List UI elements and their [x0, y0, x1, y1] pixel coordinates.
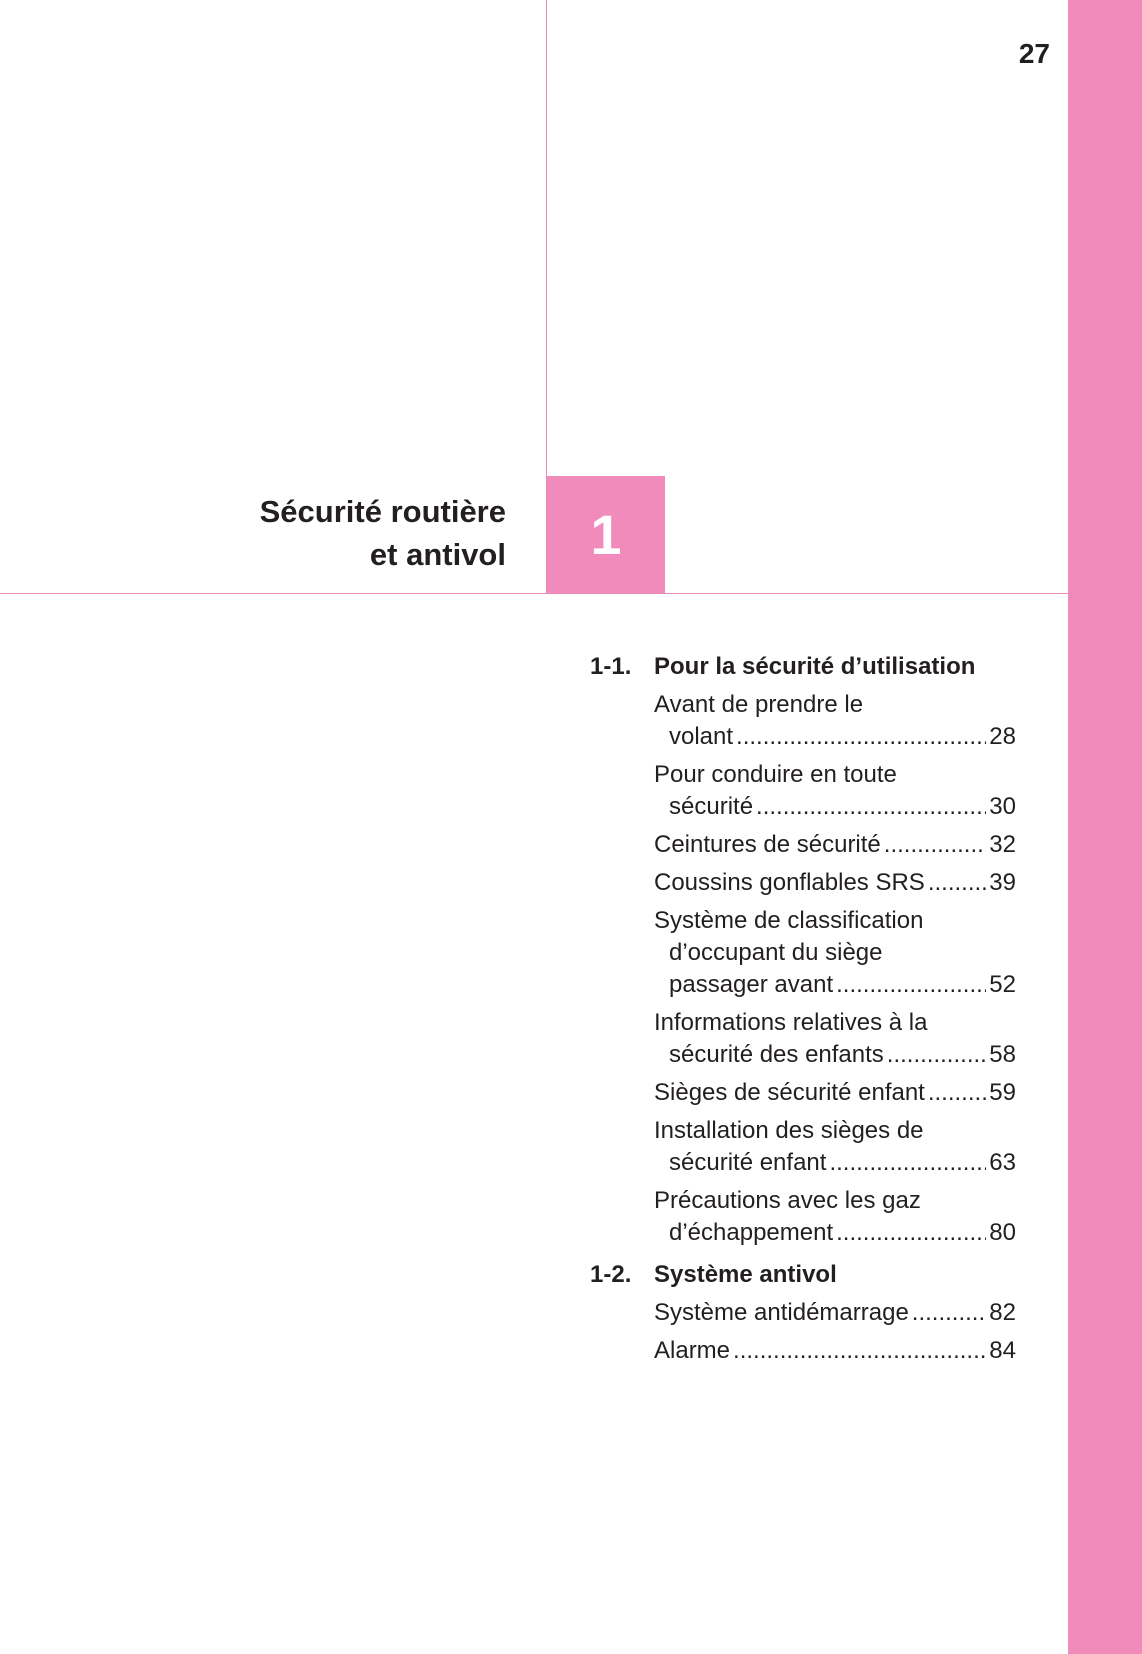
entry-page-number: 52	[989, 971, 1016, 998]
entry-title: Système antidémarrage	[654, 1299, 909, 1326]
entry-page-number: 39	[989, 869, 1016, 896]
toc-entry[interactable]	[654, 1335, 1016, 1367]
entry-leader-line	[654, 1335, 1016, 1367]
entry-title: volant	[669, 723, 734, 750]
entry-text-line: Avant de prendre le	[654, 691, 864, 718]
toc-entry[interactable]	[654, 1007, 1016, 1071]
entry-title: Sièges de sécurité enfant	[654, 1079, 925, 1106]
dot-leader	[928, 1077, 986, 1109]
entry-leader-line	[654, 969, 1016, 1001]
dot-leader	[887, 1039, 987, 1071]
toc-entry[interactable]	[654, 759, 1016, 823]
toc-entry[interactable]	[654, 1077, 1016, 1109]
entry-page-number: 32	[989, 831, 1016, 858]
dot-leader	[912, 1297, 987, 1329]
toc-entry[interactable]	[654, 1115, 1016, 1179]
entry-text-line: d’occupant du siège	[669, 939, 883, 966]
toc-entry[interactable]	[654, 689, 1016, 753]
dot-leader	[884, 829, 987, 861]
entry-leader-line	[654, 1217, 1016, 1249]
entry-title: passager avant	[669, 971, 834, 998]
entry-leader-line	[654, 1297, 1016, 1329]
dot-leader	[836, 1217, 986, 1249]
section-title: Pour la sécurité d’utilisation	[654, 653, 976, 680]
toc-entry[interactable]	[654, 1297, 1016, 1329]
dot-leader	[836, 969, 986, 1001]
entry-text-line: Pour conduire en toute	[654, 761, 897, 788]
chapter-title-line-1: Sécurité routière	[259, 494, 506, 529]
entry-leader-line	[654, 867, 1016, 899]
entry-text-line: Informations relatives à la	[654, 1009, 928, 1036]
entry-page-number: 82	[989, 1299, 1016, 1326]
dot-leader	[756, 791, 986, 823]
dot-leader	[829, 1147, 986, 1179]
entry-title: Coussins gonflables SRS	[654, 869, 925, 896]
dot-leader	[736, 721, 986, 753]
entry-page-number: 58	[989, 1041, 1016, 1068]
entry-text-line: Installation des sièges de	[654, 1117, 924, 1144]
entry-page-number: 28	[989, 723, 1016, 750]
entry-leader-line	[654, 829, 1016, 861]
entry-leader-line	[654, 721, 1016, 753]
section-number: 1-2.	[590, 1261, 632, 1288]
chapter-number: 1	[590, 503, 622, 566]
chapter-title-line-2: et antivol	[369, 537, 506, 572]
dot-leader	[733, 1335, 986, 1367]
chapter-side-tab	[1068, 0, 1142, 1654]
entry-text-line: Précautions avec les gaz	[654, 1187, 921, 1214]
toc-section-heading[interactable]	[590, 647, 1016, 687]
entry-leader-line	[654, 1039, 1016, 1071]
entry-title: Alarme	[654, 1337, 731, 1364]
entry-leader-line	[654, 1147, 1016, 1179]
entry-title: Ceintures de sécurité	[654, 831, 881, 858]
dot-leader	[928, 867, 986, 899]
entry-text-line: Système de classification	[654, 907, 924, 934]
horizontal-divider	[0, 593, 1068, 594]
page-number: 27	[1018, 38, 1050, 69]
entry-leader-line	[654, 791, 1016, 823]
entry-title: d’échappement	[669, 1219, 834, 1246]
entry-page-number: 63	[989, 1149, 1016, 1176]
entry-title: sécurité des enfants	[669, 1041, 884, 1068]
toc-entry[interactable]	[654, 905, 1016, 1001]
entry-page-number: 30	[989, 793, 1016, 820]
entry-page-number: 84	[989, 1337, 1016, 1364]
toc-entry[interactable]	[654, 867, 1016, 899]
toc-entry[interactable]	[654, 829, 1016, 861]
chapter-number-box	[547, 476, 665, 593]
entry-page-number: 59	[989, 1079, 1016, 1106]
section-title: Système antivol	[654, 1261, 837, 1288]
table-of-contents	[590, 647, 1016, 1373]
entry-title: sécurité	[669, 793, 754, 820]
entry-page-number: 80	[989, 1219, 1016, 1246]
entry-title: sécurité enfant	[669, 1149, 827, 1176]
toc-entry[interactable]	[654, 1185, 1016, 1249]
chapter-title	[260, 490, 506, 576]
entry-leader-line	[654, 1077, 1016, 1109]
toc-section-heading[interactable]	[590, 1255, 1016, 1295]
section-number: 1-1.	[590, 653, 632, 680]
